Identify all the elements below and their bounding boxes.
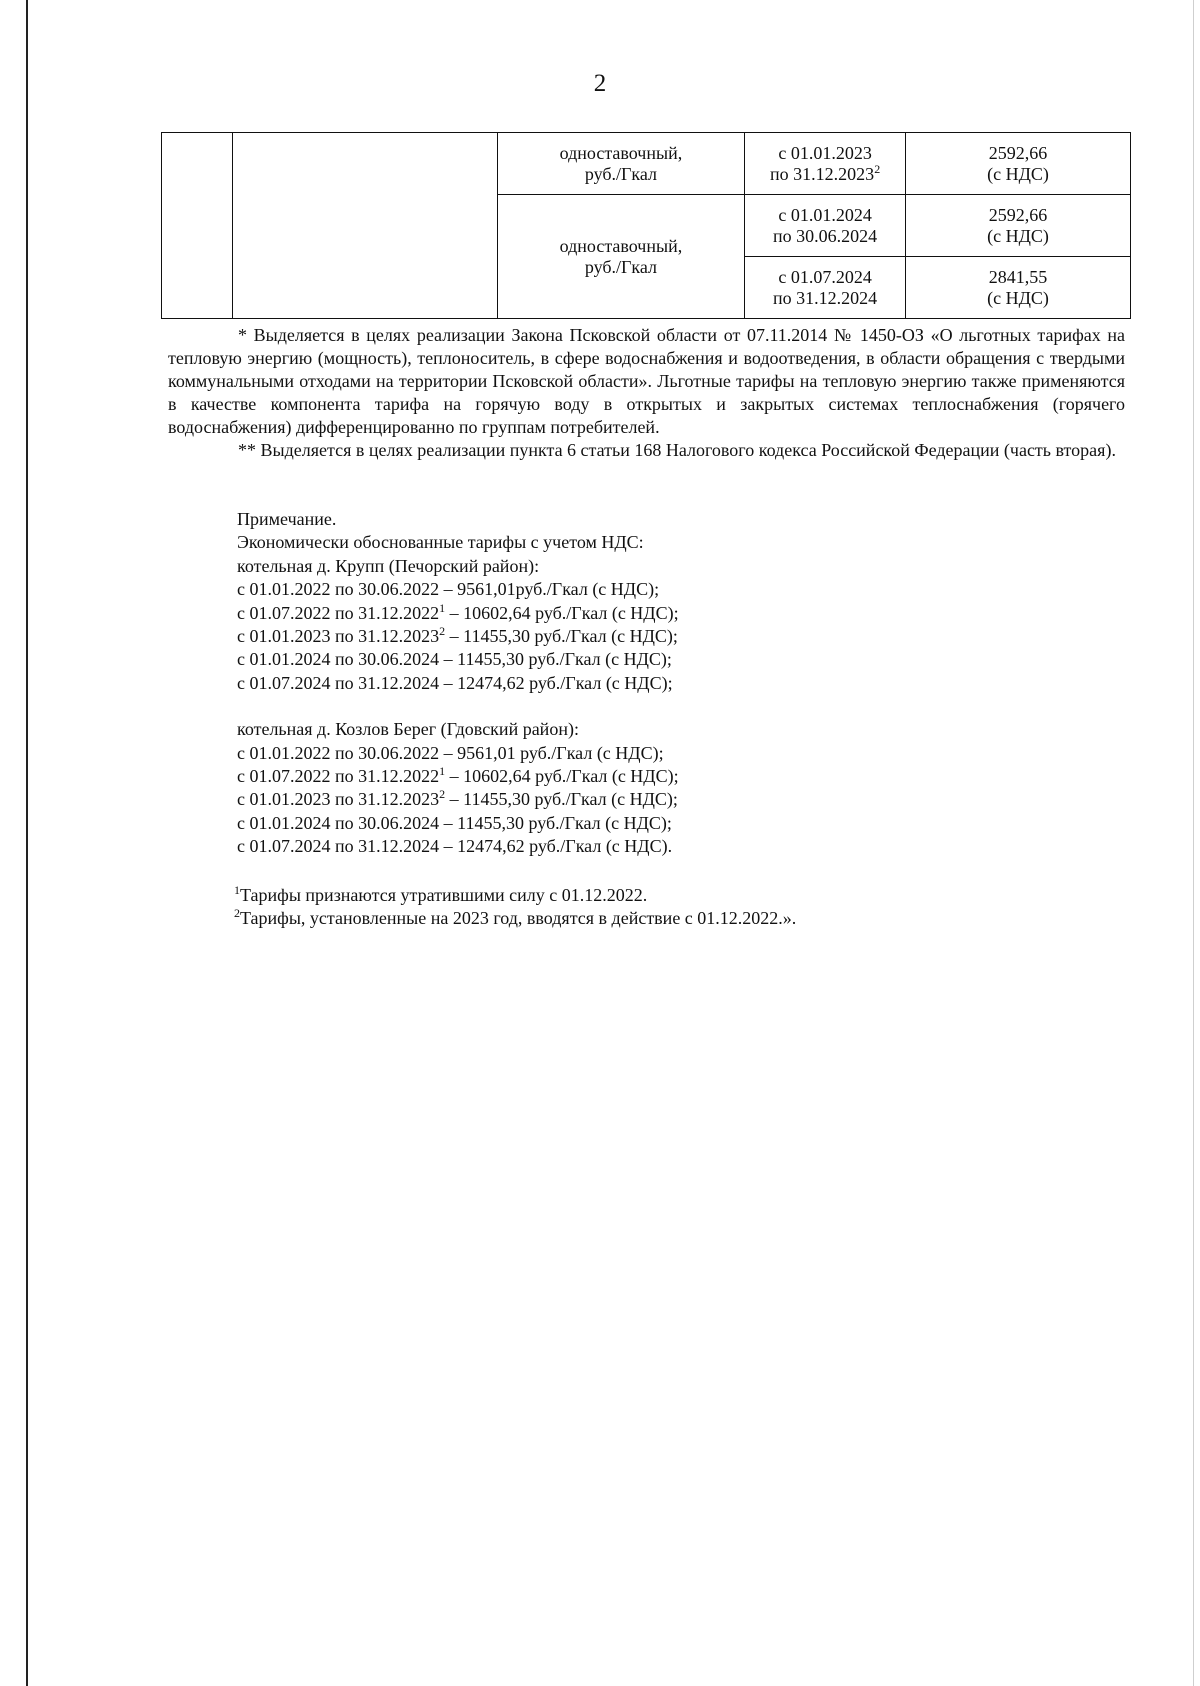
- tariff-line: с 01.01.2023 по 31.12.2023$^2$ – 11455,30 руб./Гкал (с НДС);: [237, 787, 678, 810]
- tariff-line: с 01.07.2022 по 31.12.2022$^1$ – 10602,64 руб./Гкал (с НДС);: [237, 764, 679, 787]
- remark-subtitle: Экономически обоснованные тарифы с учетом НДС:: [237, 532, 644, 553]
- table-row: [162, 133, 1131, 195]
- value-cell: 2592,66 (с НДС): [906, 133, 1131, 195]
- footnotes: [234, 884, 1114, 930]
- tariff-table: [161, 132, 1131, 319]
- period-cell: с 01.01.2023 по 31.12.2023$^2$: [745, 133, 906, 195]
- spacer: [237, 695, 1117, 718]
- name-cell: [233, 133, 498, 319]
- period-cell: с 01.01.2024 по 30.06.2024: [745, 195, 906, 257]
- scan-edge-left: [26, 0, 28, 1686]
- tariff-line: с 01.01.2022 по 30.06.2022 – 9561,01 руб./Гкал (с НДС);: [237, 742, 664, 763]
- tariff-line: с 01.01.2024 по 30.06.2024 – 11455,30 руб./Гкал (с НДС);: [237, 649, 672, 670]
- unit-cell: одноставочный, руб./Гкал: [497, 133, 745, 195]
- value-cell: 2592,66 (с НДС): [906, 195, 1131, 257]
- period-cell: с 01.07.2024 по 31.12.2024: [745, 257, 906, 319]
- footnote: $^2$Тарифы, установленные на 2023 год, вводятся в действие с 01.12.2022.».: [234, 906, 797, 928]
- scan-edge-right: [1193, 0, 1194, 1686]
- remark-title: Примечание.: [237, 509, 337, 529]
- tariff-line: с 01.01.2024 по 30.06.2024 – 11455,30 руб./Гкал (с НДС);: [237, 812, 672, 833]
- footnote-mark: 2: [874, 161, 881, 176]
- unit-cell: одноставочный, руб./Гкал: [497, 195, 745, 319]
- row-number-cell: [162, 133, 233, 319]
- tariff-line: с 01.07.2024 по 31.12.2024 – 12474,62 руб./Гкал (с НДС).: [237, 836, 673, 857]
- tariff-line: с 01.07.2022 по 31.12.2022$^1$ – 10602,64 руб./Гкал (с НДС);: [237, 600, 679, 623]
- note-double-asterisk: ** Выделяется в целях реализации пункта 6 статьи 168 Налогового кодекса Российской Федерации (часть вторая).: [238, 440, 1116, 460]
- value-cell: 2841,55 (с НДС): [906, 257, 1131, 319]
- footnote: $^1$Тарифы признаются утратившими силу с 01.12.2022.: [234, 883, 648, 905]
- asterisk-notes: [168, 324, 1125, 462]
- remark-section: [237, 508, 1117, 859]
- note-single-asterisk: * Выделяется в целях реализации Закона Псковской области от 07.11.2014 № 1450-ОЗ «О льготных тарифах на тепловую энергию (мощность), теплоноситель, в сфере водоснабжения и водоотведения, в области обращения с твердыми коммунальными отходами на территории Псковской области». Льготные тарифы на тепловую энергию также применяются в качестве компонента тарифа на горячую воду в открытых и закрытых системах теплоснабжения (горячего водоснабжения) дифференцированно по группам потребителей.: [168, 325, 1125, 437]
- page-number: 2: [593, 70, 607, 97]
- boiler-heading-kozlov-bereg: котельная д. Козлов Берег (Гдовский район):: [237, 719, 579, 740]
- tariff-line: с 01.07.2024 по 31.12.2024 – 12474,62 руб./Гкал (с НДС);: [237, 672, 673, 693]
- boiler-heading-krupp: котельная д. Крупп (Печорский район):: [237, 555, 540, 576]
- tariff-line: с 01.01.2022 по 30.06.2022 – 9561,01руб./Гкал (с НДС);: [237, 579, 660, 600]
- tariff-line: с 01.01.2023 по 31.12.2023$^2$ – 11455,30 руб./Гкал (с НДС);: [237, 624, 678, 647]
